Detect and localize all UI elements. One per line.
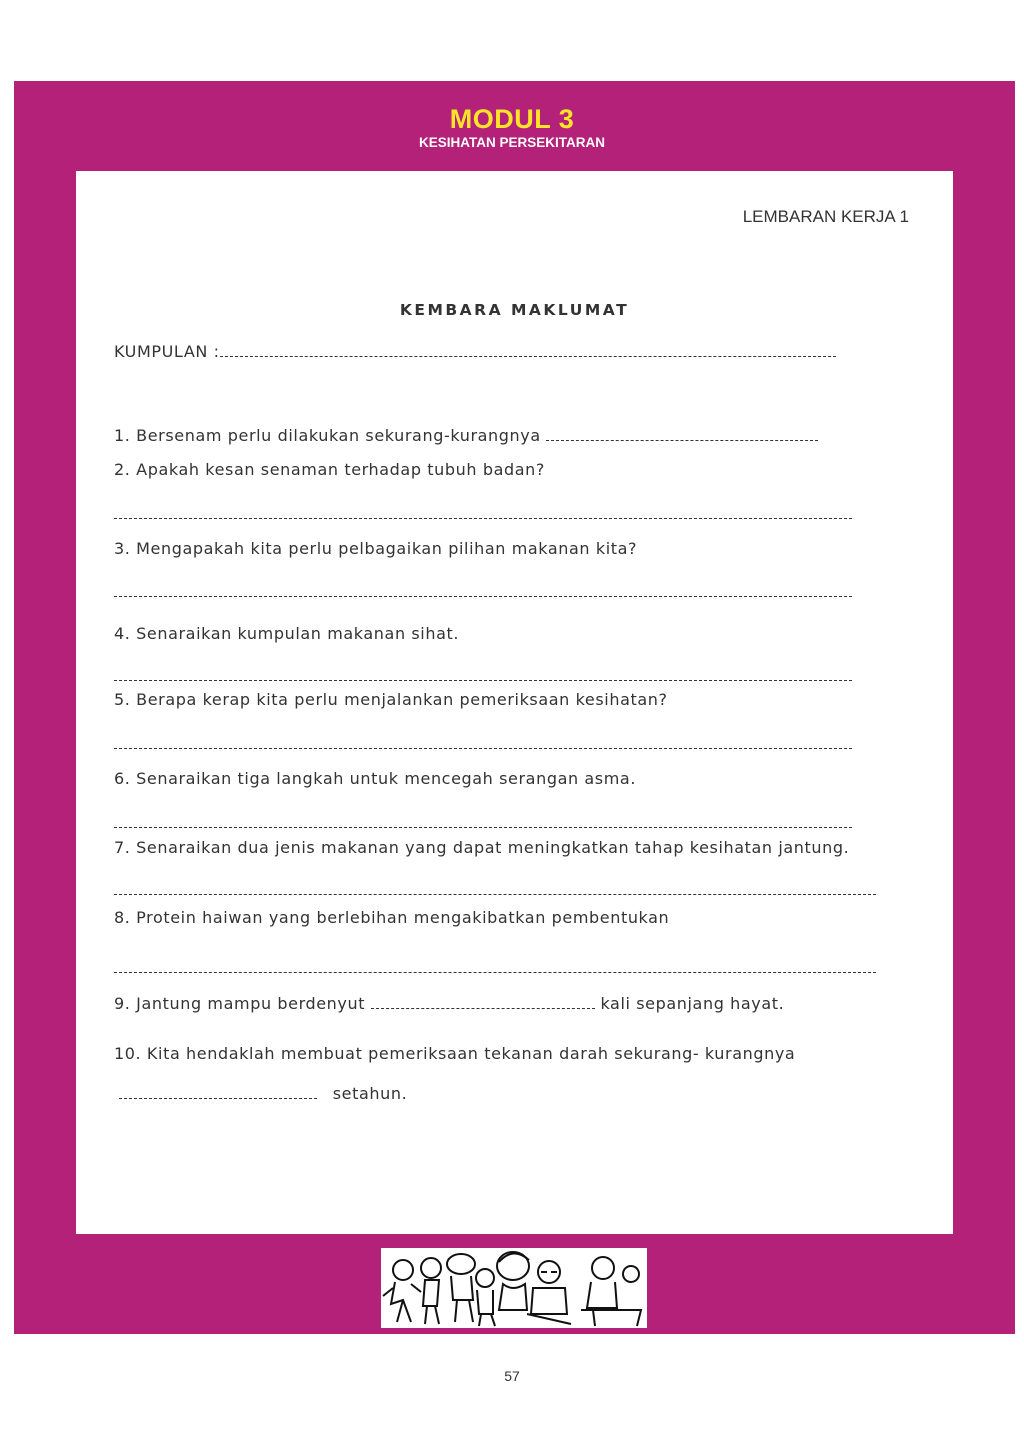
answer-line-6[interactable] [114, 827, 852, 828]
question-7-text: 7. Senaraikan dua jenis makanan yang dapat meningkatkan tahap kesihatan jantung. [114, 838, 850, 857]
answer-line-5[interactable] [114, 748, 852, 749]
module-title: MODUL 3 [449, 104, 575, 134]
question-6-text: 6. Senaraikan tiga langkah untuk mencegah serangan asma. [114, 769, 637, 788]
group-field [114, 341, 836, 361]
question-1 [114, 425, 818, 445]
question-4-text: 4. Senaraikan kumpulan makanan sihat. [114, 624, 460, 643]
question-8-text: 8. Protein haiwan yang berlebihan mengakibatkan pembentukan [114, 908, 670, 927]
question-10-answer [119, 1083, 407, 1103]
question-9-suffix: kali sepanjang hayat. [600, 994, 785, 1013]
worksheet-title: KEMBARA MAKLUMAT [399, 301, 630, 319]
answer-line-7[interactable] [114, 894, 876, 895]
question-5-text: 5. Berapa kerap kita perlu menjalankan pemeriksaan kesihatan? [114, 690, 668, 709]
question-3-text: 3. Mengapakah kita perlu pelbagaikan pilihan makanan kita? [114, 539, 638, 558]
question-9-text: 9. Jantung mampu berdenyut [114, 994, 366, 1013]
answer-line-2[interactable] [114, 518, 852, 519]
answer-line-3[interactable] [114, 596, 852, 597]
question-2-text: 2. Apakah kesan senaman terhadap tubuh badan? [114, 460, 545, 479]
question-10-suffix: setahun. [332, 1084, 408, 1103]
question-1-blank[interactable] [546, 425, 818, 441]
worksheet [76, 171, 953, 1234]
children-illustration [381, 1248, 647, 1328]
group-label: KUMPULAN : [114, 342, 220, 361]
question-9 [114, 993, 784, 1013]
worksheet-label: LEMBARAN KERJA 1 [742, 207, 909, 226]
question-1-text: 1. Bersenam perlu dilakukan sekurang-kurangnya [114, 426, 541, 445]
question-9-blank[interactable] [371, 993, 595, 1009]
page-number: 57 [504, 1368, 520, 1384]
question-10-text: 10. Kita hendaklah membuat pemeriksaan tekanan darah sekurang- kurangnya [114, 1044, 796, 1063]
group-blank[interactable] [220, 341, 836, 357]
answer-line-4[interactable] [114, 680, 852, 681]
question-10-blank[interactable] [119, 1083, 317, 1099]
answer-line-8[interactable] [114, 972, 876, 973]
module-subtitle: KESIHATAN PERSEKITARAN [418, 135, 605, 150]
